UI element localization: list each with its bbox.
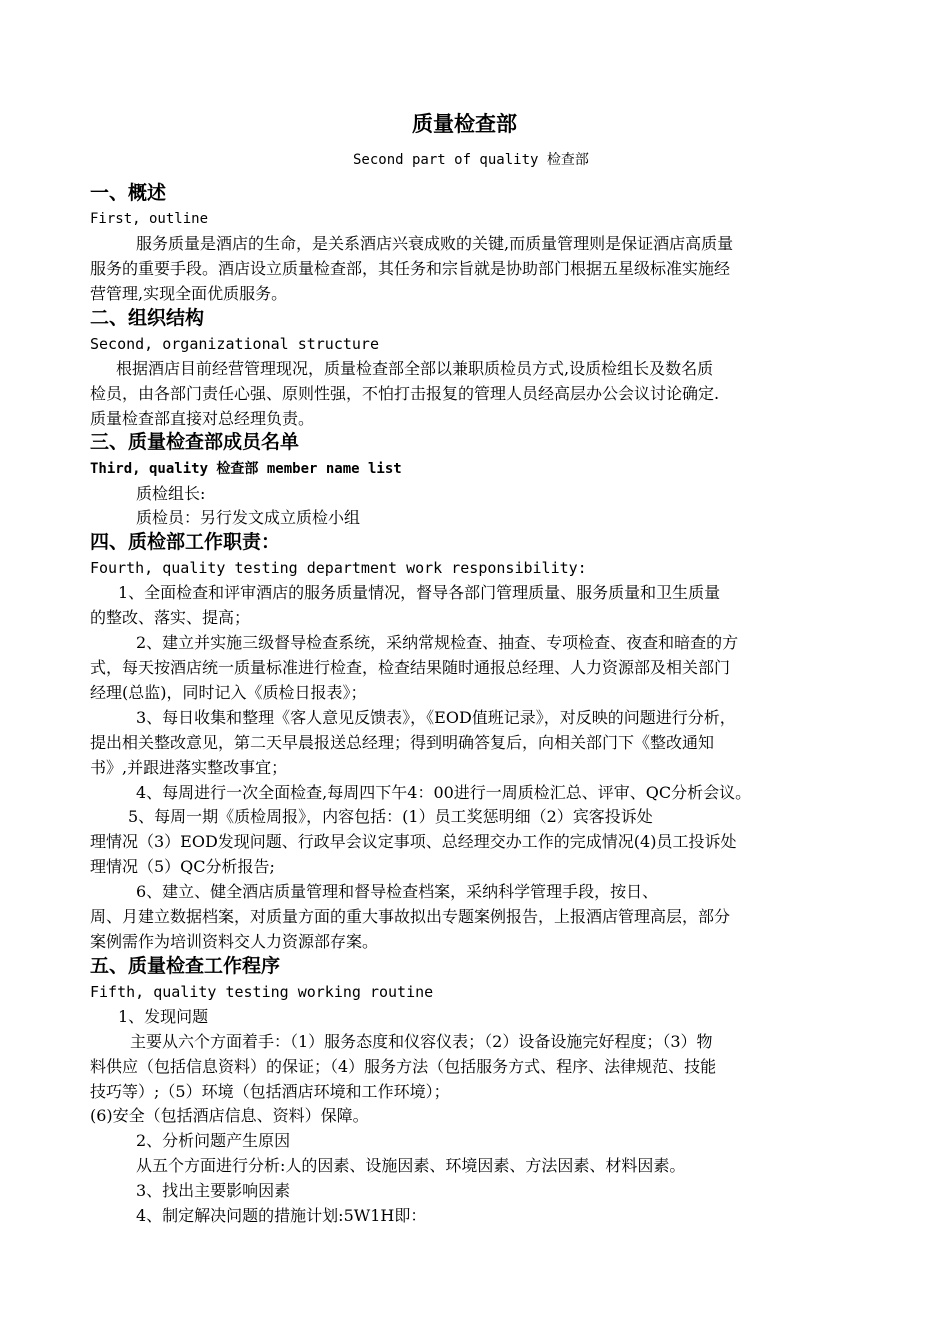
paragraph-line: 1、发现问题 bbox=[118, 1007, 209, 1026]
paragraph-line: 4、每周进行一次全面检查,每周四下午4：00进行一周质检汇总、评审、QC分析会议。 bbox=[136, 783, 752, 802]
paragraph-line: 服务的重要手段。酒店设立质量检查部，其任务和宗旨就是协助部门根据五星级标准实施经 bbox=[90, 259, 731, 278]
paragraph-line: (6)安全（包括酒店信息、资料）保障。 bbox=[90, 1106, 369, 1125]
paragraph-line: 2、分析问题产生原因 bbox=[136, 1131, 291, 1150]
page-subtitle: Second part of quality 检查部 bbox=[353, 152, 589, 168]
page-title: 质量检查部 bbox=[412, 112, 517, 136]
paragraph-line: 质量检查部直接对总经理负责。 bbox=[90, 409, 315, 428]
english-heading: Fourth, quality testing department work responsibility: bbox=[90, 559, 587, 577]
english-heading: Fifth, quality testing working routine bbox=[90, 983, 434, 1001]
section-heading: 一、概述 bbox=[90, 182, 167, 204]
paragraph-line: 服务质量是酒店的生命，是关系酒店兴衰成败的关键,而质量管理则是保证酒店高质量 bbox=[136, 234, 734, 253]
paragraph-line: 根据酒店目前经营管理现况，质量检查部全部以兼职质检员方式,设质检组长及数名质 bbox=[116, 359, 714, 378]
paragraph-line: 5、每周一期《质检周报》，内容包括：(1）员工奖惩明细（2）宾客投诉处 bbox=[128, 807, 653, 826]
paragraph-line: 主要从六个方面着手：（1）服务态度和仪容仪表；（2）设备设施完好程度；（3）物 bbox=[130, 1032, 713, 1051]
paragraph-line: 提出相关整改意见，第二天早晨报送总经理；得到明确答复后，向相关部门下《整改通知 bbox=[90, 733, 715, 752]
english-heading: Second, organizational structure bbox=[90, 335, 379, 353]
paragraph-line: 质检员：另行发文成立质检小组 bbox=[136, 508, 361, 527]
section-heading: 四、质检部工作职责： bbox=[90, 531, 281, 553]
paragraph-line: 1、全面检查和评审酒店的服务质量情况，督导各部门管理质量、服务质量和卫生质量 bbox=[118, 583, 721, 602]
paragraph-line: 2、建立并实施三级督导检查系统，采纳常规检查、抽查、专项检查、夜查和暗查的方 bbox=[136, 633, 739, 652]
english-heading: First, outline bbox=[90, 211, 209, 227]
paragraph-line: 料供应（包括信息资料）的保证；（4）服务方法（包括服务方式、程序、法律规范、技能 bbox=[90, 1057, 717, 1076]
paragraph-line: 4、制定解决问题的措施计划:5W1H即： bbox=[136, 1206, 427, 1225]
section-heading: 五、质量检查工作程序 bbox=[90, 955, 281, 977]
paragraph-line: 的整改、落实、提高； bbox=[90, 608, 251, 627]
paragraph-line: 技巧等）;（5）环境（包括酒店环境和工作环境）； bbox=[90, 1082, 450, 1101]
section-heading: 三、质量检查部成员名单 bbox=[90, 431, 300, 453]
english-heading: Third, quality 检查部 member name list bbox=[90, 461, 402, 477]
paragraph-line: 3、每日收集和整理《客人意见反馈表》，《EOD值班记录》，对反映的问题进行分析， bbox=[136, 708, 736, 727]
paragraph-line: 质检组长: bbox=[136, 484, 206, 503]
paragraph-line: 理情况（5）QC分析报告; bbox=[90, 857, 275, 876]
paragraph-line: 6、建立、健全酒店质量管理和督导检查档案，采纳科学管理手段，按日、 bbox=[136, 882, 659, 901]
paragraph-line: 周、月建立数据档案，对质量方面的重大事故拟出专题案例报告，上报酒店管理高层，部分 bbox=[90, 907, 731, 926]
section-heading: 二、组织结构 bbox=[90, 307, 205, 329]
paragraph-line: 式，每天按酒店统一质量标准进行检查，检查结果随时通报总经理、人力资源部及相关部门 bbox=[90, 658, 731, 677]
paragraph-line: 理情况（3）EOD发现问题、行政早会议定事项、总经理交办工作的完成情况(4)员工投诉处 bbox=[90, 832, 737, 851]
paragraph-line: 案例需作为培训资料交人力资源部存案。 bbox=[90, 932, 379, 951]
paragraph-line: 经理(总监)，同时记入《质检日报表》； bbox=[90, 683, 367, 702]
paragraph-line: 书》,并跟进落实整改事宜； bbox=[90, 758, 288, 777]
paragraph-line: 营管理,实现全面优质服务。 bbox=[90, 284, 288, 303]
paragraph-line: 3、找出主要影响因素 bbox=[136, 1181, 291, 1200]
paragraph-line: 从五个方面进行分析:人的因素、设施因素、环境因素、方法因素、材料因素。 bbox=[136, 1156, 686, 1175]
paragraph-line: 检员，由各部门责任心强、原则性强，不怕打击报复的管理人员经高层办公会议讨论确定. bbox=[90, 384, 720, 403]
